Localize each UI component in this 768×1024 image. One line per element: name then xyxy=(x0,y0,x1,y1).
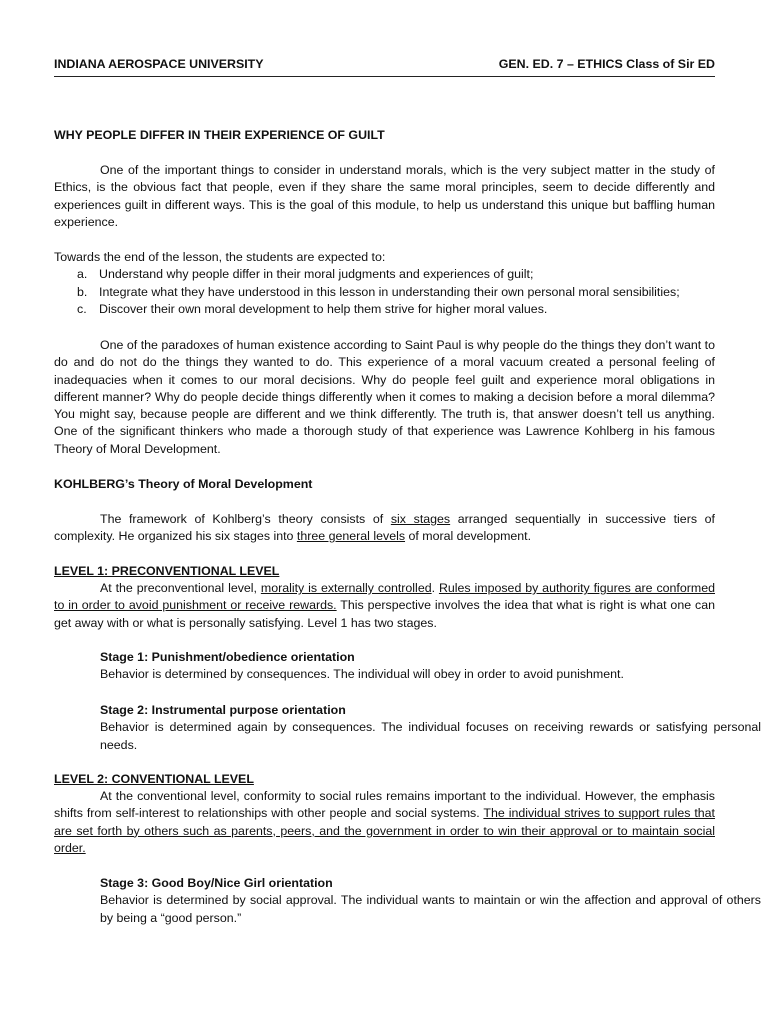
page-header xyxy=(54,56,715,77)
level1-text-1: At the preconventional level, xyxy=(100,581,261,595)
level2-text-1: At the conventional level, conformity to social rules remains important to the individual. However, the emphasis shifts from self-interest to relationships with other people and social systems. xyxy=(54,789,715,821)
framework-text-1: The framework of Kohlberg’s theory consists of xyxy=(100,512,391,526)
objective-marker: b. xyxy=(77,284,88,299)
stage2-block xyxy=(54,702,761,754)
document-title: WHY PEOPLE DIFFER IN THEIR EXPERIENCE OF GUILT xyxy=(54,128,385,142)
objective-item xyxy=(54,301,715,318)
level1-underlined-2: Rules imposed by authority figures are conformed to in order to avoid punishment or receive rewards. xyxy=(54,581,715,613)
objective-item xyxy=(54,284,715,301)
stage3-block xyxy=(54,875,761,927)
stage3-text: Behavior is determined by social approval. The individual wants to maintain or win the affection and approval of others by being a “good person.” xyxy=(100,893,761,925)
framework-paragraph xyxy=(54,511,715,546)
stage1-text: Behavior is determined by consequences. The individual will obey in order to avoid punishment. xyxy=(100,667,624,682)
stage3-title: Stage 3: Good Boy/Nice Girl orientation xyxy=(100,876,333,890)
objective-item xyxy=(54,266,715,283)
stage1-title: Stage 1: Punishment/obedience orientation xyxy=(100,650,355,664)
level2-underlined-1: The individual strives to support rules that are set forth by others such as parents, peers, and the government in order to win their approval or to maintain social order. xyxy=(54,806,716,855)
objectives-lead: Towards the end of the lesson, the students are expected to: xyxy=(54,250,386,264)
objective-text: Integrate what they have understood in this lesson in understanding their own personal moral sensibilities; xyxy=(99,284,680,299)
level1-text-3: This perspective involves the idea that what is right is what one can get away with or what is personally satisfying. Level 1 has two stages. xyxy=(54,598,715,630)
level1-paragraph xyxy=(54,580,715,632)
six-stages-text: six stages xyxy=(390,512,451,526)
objective-text: Discover their own moral development to help them strive for higher moral values. xyxy=(99,301,548,316)
objective-marker: c. xyxy=(77,301,87,316)
objective-text: Understand why people differ in their moral judgments and experiences of guilt; xyxy=(99,267,534,282)
level2-paragraph xyxy=(54,788,715,857)
level1-text-2: . xyxy=(431,581,439,595)
stage1-block xyxy=(54,649,761,684)
level1-underlined-1: morality is externally controlled xyxy=(260,581,432,595)
stage2-text: Behavior is determined again by consequences. The individual focuses on receiving rewards or satisfying personal needs. xyxy=(100,720,761,752)
objectives-section xyxy=(54,249,715,318)
document-page xyxy=(54,0,761,1024)
course-name: GEN. ED. 7 – ETHICS Class of Sir ED xyxy=(498,57,715,71)
institution-name: INDIANA AEROSPACE UNIVERSITY xyxy=(54,57,264,71)
three-levels-text: three general levels xyxy=(296,529,406,544)
objective-marker: a. xyxy=(77,267,88,282)
level1-heading: LEVEL 1: PRECONVENTIONAL LEVEL xyxy=(54,564,280,578)
intro-paragraph: One of the important things to consider in understand morals, which is the very subject matter in the study of Ethics, is the obvious fact that people, even if they share the same moral principles, seem to decide differently and experiences guilt in different ways. This is the goal of this module, to help us understand this unique but baffling human experience. xyxy=(54,163,715,229)
stage2-title: Stage 2: Instrumental purpose orientation xyxy=(100,703,346,717)
paradox-paragraph: One of the paradoxes of human existence according to Saint Paul is why people do the things they don’t want to do and do not do the things they wanted to do. This experience of a moral vacuum created a personal feeling of inadequacies when it comes to our moral decisions. Why do people feel guilt and experience moral obligations in different manner? Why do people decide things differently when it comes to making a decision before a moral dilemma? You might say, because people are different and we think differently. The truth is, that answer doesn’t tell us anything. One of the significant thinkers who made a thorough study of that experience was Lawrence Kohlberg in his famous Theory of Moral Development. xyxy=(54,338,715,456)
kohlberg-heading: KOHLBERG’s Theory of Moral Development xyxy=(54,477,313,491)
framework-text-3: of moral development. xyxy=(405,529,532,544)
objectives-list xyxy=(54,266,715,318)
framework-text-2: arranged sequentially in successive tiers of complexity. He organized his six stages into xyxy=(54,512,715,544)
level2-heading: LEVEL 2: CONVENTIONAL LEVEL xyxy=(54,772,254,786)
